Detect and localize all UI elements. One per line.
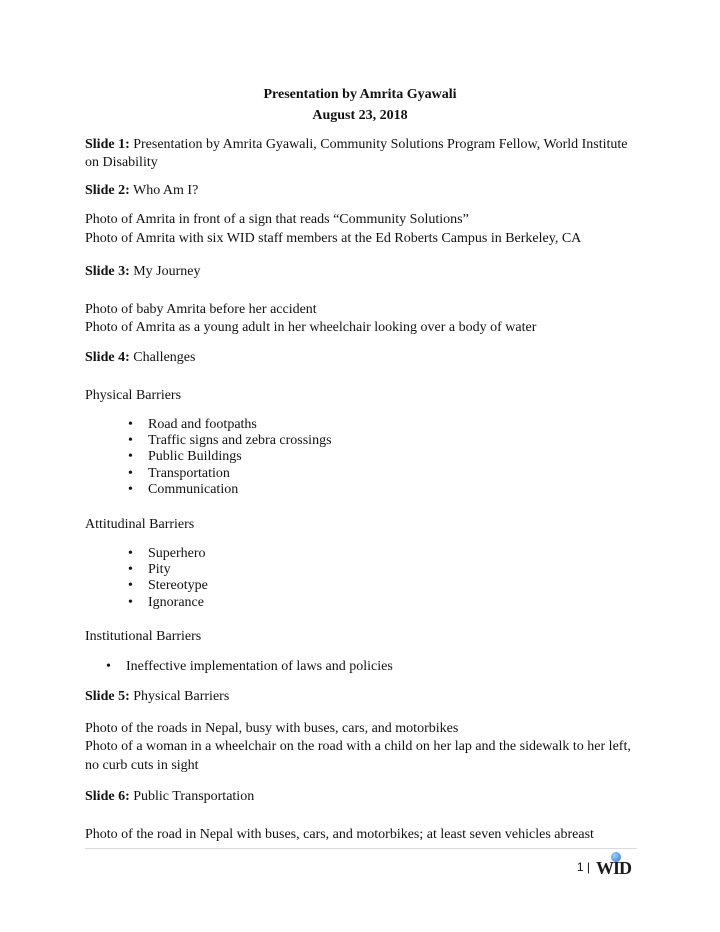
slide-6-line (85, 788, 645, 805)
slide-1-text-continued: on Disability (85, 155, 158, 170)
document-date: August 23, 2018 (312, 108, 408, 123)
bullet-icon: • (128, 449, 133, 465)
slide-6-label: Slide 6: (85, 789, 130, 804)
slide-3-photo-1: Photo of baby Amrita before her accident (85, 302, 317, 317)
bullet-icon: • (128, 594, 133, 610)
footer-divider (85, 848, 637, 849)
slide-3-photo-2: Photo of Amrita as a young adult in her wheelchair looking over a body of water (85, 320, 537, 335)
slide-1-label: Slide 1: (85, 137, 130, 152)
bullet-icon: • (128, 465, 133, 481)
slide-2-text: Who Am I? (132, 183, 199, 198)
page-number: 1 | (576, 860, 590, 874)
slide-4-text: Challenges (133, 350, 196, 365)
attitudinal-barriers-heading: Attitudinal Barriers (85, 517, 195, 532)
institutional-barriers-heading: Institutional Barriers (85, 629, 202, 644)
document-title: Presentation by Amrita Gyawali (263, 87, 457, 102)
slide-5-label: Slide 5: (85, 689, 130, 704)
slide-5-text: Physical Barriers (133, 689, 230, 704)
slide-5-line (85, 688, 645, 705)
physical-barriers-heading: Physical Barriers (85, 388, 182, 403)
bullet-icon: • (128, 562, 133, 578)
slide-5-photo-2: Photo of a woman in a wheelchair on the road with a child on her lap and the sidewalk to her left, (85, 739, 631, 754)
page-footer (577, 854, 634, 880)
wid-logo-text: WID (596, 858, 632, 878)
bullet-icon: • (106, 659, 111, 674)
wid-logo (594, 855, 634, 879)
slide-2-line (85, 182, 645, 199)
slide-3-line (85, 263, 645, 280)
slide-6-photo-1: Photo of the road in Nepal with buses, cars, and motorbikes; at least seven vehicles abreast (85, 827, 594, 842)
slide-5-photo-2-continued: no curb cuts in sight (85, 758, 199, 773)
slide-2-photo-2: Photo of Amrita with six WID staff members at the Ed Roberts Campus in Berkeley, CA (85, 231, 582, 246)
slide-6-text: Public Transportation (133, 789, 255, 804)
slide-3-text: My Journey (133, 264, 201, 279)
bullet-icon: • (128, 417, 133, 432)
bullet-icon: • (128, 578, 133, 594)
slide-1-line (85, 136, 645, 153)
slide-4-label: Slide 4: (85, 350, 130, 365)
bullet-icon: • (128, 481, 133, 497)
slide-2-label: Slide 2: (85, 183, 130, 198)
bullet-icon: • (128, 546, 133, 561)
slide-5-photo-1: Photo of the roads in Nepal, busy with buses, cars, and motorbikes (85, 721, 459, 736)
slide-3-label: Slide 3: (85, 264, 130, 279)
document-page: Presentation by Amrita Gyawali August 23, 2018 Slide 1: Presentation by Amrita Gyawali, Community Solutions Program Fellow, World Institute on Disability Slide 2: Who Am I? Photo of Amrita in front of a sign that reads “Community Solutions” Photo of Amrita with six WID staff members at the Ed Roberts Campus in Berkeley, CA Slide 3: My Journey Photo of baby Amrita before her accident Photo of Amrita as a young adult in her wheelchair looking over a body of water Slide 4: Challenges Physical Barriers • Road and footpaths • Traffic signs and zebra crossings • Public Buildings • Transportation • Communication Attitudinal Barriers • Superhero • Pity • Stereotype • Ignorance Institutional Barriers • Ineffective implementation of laws and policies Slide 5: Physical Barriers Photo of the roads in Nepal, busy with buses, cars, and motorbikes Photo of a woman in a wheelchair on the road with a child on her lap and the sidewalk to her left, no curb cuts in sight Slide 6: Public Transportation Photo of the road in Nepal with buses, cars, and motorbikes; at least seven vehicles abreast 1 | WID (0, 0, 720, 932)
bullet-icon: • (128, 433, 133, 449)
slide-1-text: Presentation by Amrita Gyawali, Community Solutions Program Fellow, World Institute (133, 137, 628, 152)
slide-4-line (85, 349, 645, 366)
slide-2-photo-1: Photo of Amrita in front of a sign that reads “Community Solutions” (85, 212, 469, 227)
